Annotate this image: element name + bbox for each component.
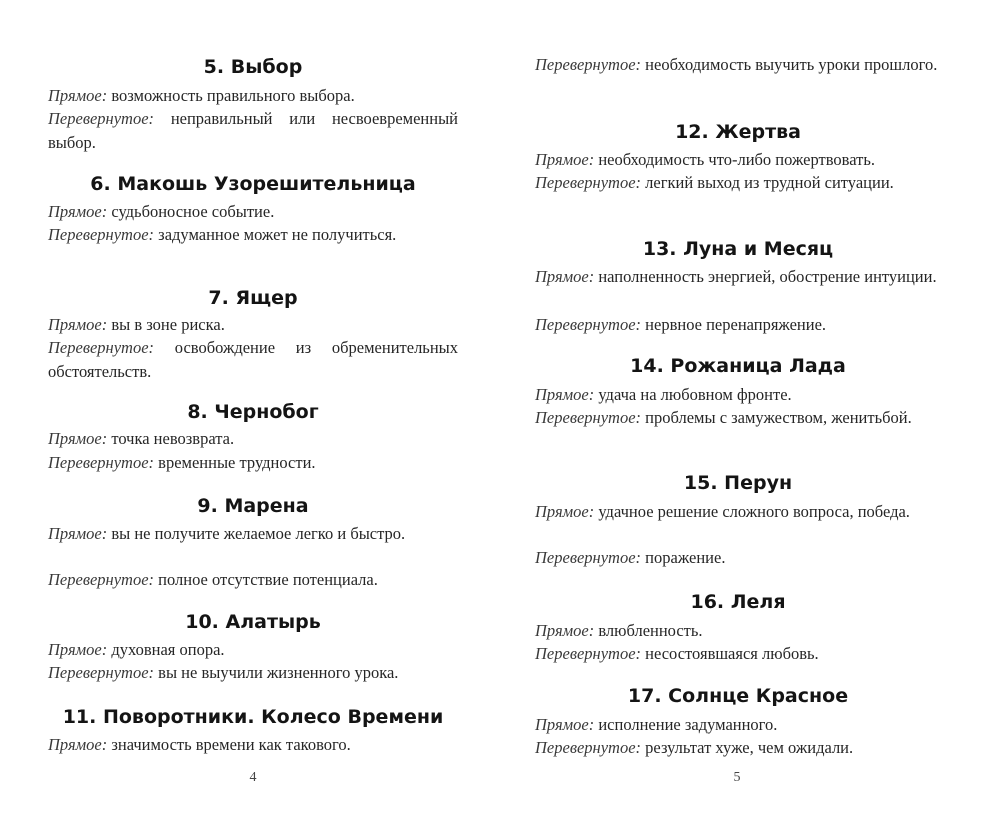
reversed-label: Перевернутое: [535,55,642,74]
upright-meaning: Прямое: точка невозврата. [48,429,235,448]
reversed-label: Перевернутое: [535,548,642,567]
card-title: 7. Ящер [208,287,298,309]
page-number: 5 [733,770,741,785]
upright-meaning: Прямое: вы не получите желаемое легко и быстро. [48,524,406,543]
card-title: 14. Рожаница Лада [630,355,846,377]
upright-meaning: Прямое: удача на любовном фронте. [535,385,792,404]
upright-label: Прямое: [535,385,595,404]
reversed-meaning: Перевернутое: задуманное может не получиться. [48,225,397,244]
reversed-label: Перевернутое: [535,173,642,192]
upright-meaning: Прямое: влюбленность. [535,621,703,640]
card-title: 5. Выбор [203,56,303,78]
reversed-label: Перевернутое: [48,570,155,589]
reversed-meaning: Перевернутое: поражение. [535,548,726,567]
reversed-label: Перевернутое: [48,109,155,128]
reversed-label: Перевернутое: [48,453,155,472]
card-title: 10. Алатырь [185,611,321,633]
upright-meaning: Прямое: значимость времени как такового. [48,735,351,754]
upright-label: Прямое: [48,429,108,448]
upright-meaning: Прямое: удачное решение сложного вопроса, победа. [535,502,910,521]
reversed-label: Перевернутое: [48,225,155,244]
upright-meaning: Прямое: возможность правильного выбора. [48,86,355,105]
upright-label: Прямое: [535,715,595,734]
reversed-meaning: Перевернутое: проблемы с замужеством, женитьбой. [535,408,912,427]
page-number: 4 [249,770,257,785]
upright-meaning: Прямое: судьбоносное событие. [48,202,275,221]
upright-label: Прямое: [48,202,108,221]
reversed-meaning: Перевернутое: несостоявшаяся любовь. [535,644,819,663]
upright-meaning: Прямое: необходимость что-либо пожертвовать. [535,150,875,169]
upright-label: Прямое: [535,621,595,640]
reversed-meaning: Перевернутое: нервное перенапряжение. [535,315,827,334]
reversed-label: Перевернутое: [535,738,642,757]
upright-meaning: Прямое: исполнение задуманного. [535,715,778,734]
upright-label: Прямое: [48,524,108,543]
card-title: 15. Перун [683,472,793,494]
reversed-label: Перевернутое: [535,315,642,334]
card-title: 6. Макошь Узорешительница [90,173,416,195]
reversed-label: Перевернутое: [535,644,642,663]
card-title: 8. Чернобог [187,401,319,423]
upright-label: Прямое: [48,315,108,334]
reversed-meaning-continued: Перевернутое: необходимость выучить уроки прошлого. [535,55,938,74]
card-title: 17. Солнце Красное [627,685,849,707]
upright-label: Прямое: [535,150,595,169]
reversed-label: Перевернутое: [535,408,642,427]
upright-label: Прямое: [48,735,108,754]
reversed-meaning: Перевернутое: освобождение из обременительных обстоятельств. [48,338,458,381]
reversed-meaning: Перевернутое: вы не выучили жизненного урока. [48,663,399,682]
upright-label: Прямое: [535,502,595,521]
reversed-meaning: Перевернутое: временные трудности. [48,453,316,472]
upright-meaning: Прямое: духовная опора. [48,640,225,659]
reversed-label: Перевернутое: [48,338,155,357]
upright-label: Прямое: [48,86,108,105]
upright-meaning: Прямое: наполненность энергией, обострение интуиции. [535,267,937,286]
reversed-label: Перевернутое: [48,663,155,682]
upright-label: Прямое: [48,640,108,659]
upright-meaning: Прямое: вы в зоне риска. [48,315,225,334]
card-title: 16. Леля [690,591,786,613]
card-title: 9. Марена [197,495,309,517]
reversed-meaning: Перевернутое: неправильный или несвоевременный выбор. [48,109,459,152]
reversed-meaning: Перевернутое: результат хуже, чем ожидали. [535,738,854,757]
upright-label: Прямое: [535,267,595,286]
card-title: 11. Поворотники. Колесо Времени [62,706,444,728]
reversed-meaning: Перевернутое: легкий выход из трудной ситуации. [535,173,894,192]
card-title: 12. Жертва [675,121,801,143]
card-title: 13. Луна и Месяц [642,238,834,260]
reversed-meaning: Перевернутое: полное отсутствие потенциала. [48,570,378,589]
